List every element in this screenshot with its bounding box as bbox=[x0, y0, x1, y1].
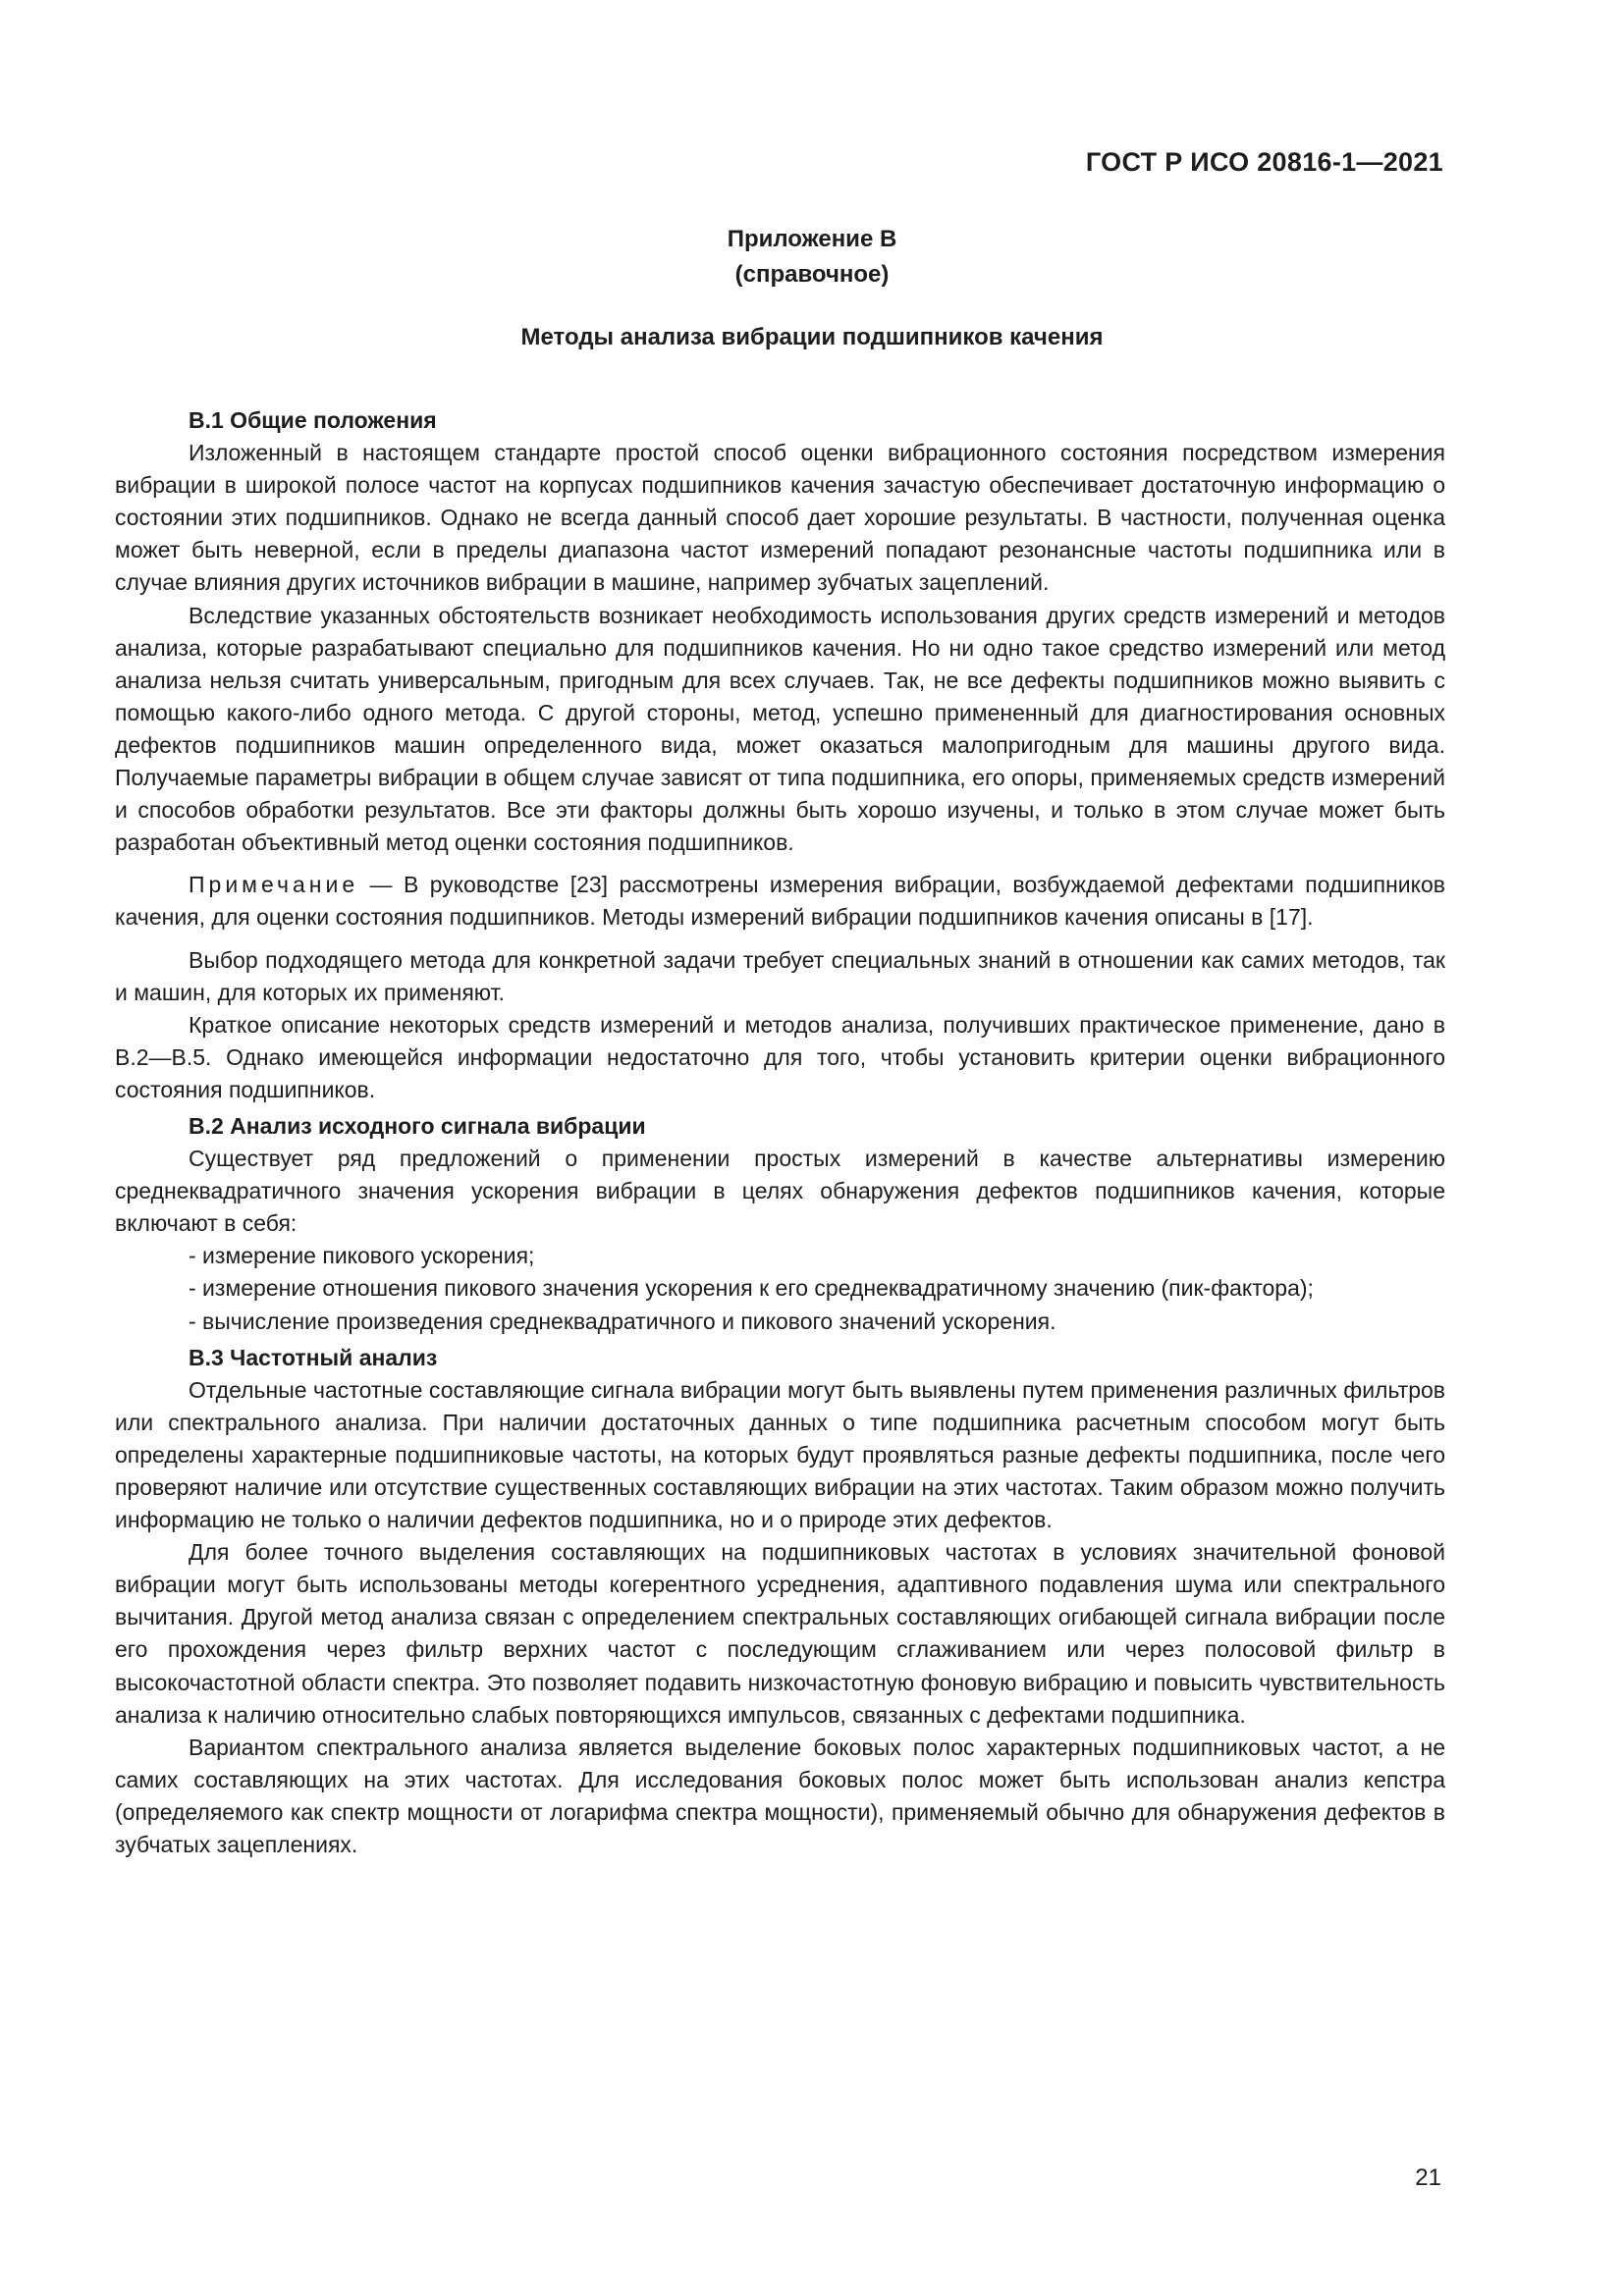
paragraph: Отдельные частотные составляющие сигнала вибрации могут быть выявлены путем применения различных фильтров или спектрального анализа. При наличии достаточных данных о типе подшипника расчетным способом могут быть определены характерные подшипниковые частоты, на которых будут проявляться разные дефекты подшипника, после чего проверяют наличие или отсутствие существенных составляющих вибрации на этих частотах. Таким образом можно получить информацию не только о наличии дефектов подшипника, но и о природе этих дефектов. bbox=[115, 1376, 1445, 1533]
annex-title: Методы анализа вибрации подшипников качения bbox=[520, 324, 1104, 350]
section-heading-b2: В.2 Анализ исходного сигнала вибрации bbox=[189, 1112, 646, 1139]
annex-label: Приложение В bbox=[727, 226, 897, 252]
paragraph: Вследствие указанных обстоятельств возникает необходимость использования других средств измерений и методов анализа, которые разрабатывают специально для подшипников качения. Но ни одно такое средство измерений или метод анализа нельзя считать универсальным, пригодным для всех случаев. Так, не все дефекты подшипников можно выявить с помощью какого-либо одного метода. С другой стороны, метод, успешно примененный для диагностирования основных дефектов подшипников машин определенного вида, может оказаться малопригодным для машины другого вида. Получаемые параметры вибрации в общем случае зависят от типа подшипника, его опоры, применяемых средств измерений и способов обработки результатов. Все эти факторы должны быть хорошо изучены, и только в этом случае может быть разработан объективный метод оценки состояния подшипников. bbox=[115, 602, 1445, 856]
section-heading-b1: В.1 Общие положения bbox=[189, 407, 437, 433]
list-item: - вычисление произведения среднеквадратичного и пикового значений ускорения. bbox=[189, 1308, 1056, 1334]
paragraph: Вариантом спектрального анализа является выделение боковых полос характерных подшипниковых частот, а не самих составляющих на этих частотах. Для исследования боковых полос может быть использован анализ кепстра (определяемого как спектр мощности от логарифма спектра мощности), применяемый обычно для обнаружения дефектов в зубчатых зацеплениях. bbox=[115, 1734, 1445, 1858]
note-paragraph bbox=[115, 869, 1445, 934]
paragraph: Выбор подходящего метода для конкретной задачи требует специальных знаний в отношении как самих методов, так и машин, для которых их применяют. bbox=[115, 946, 1445, 1005]
list-item: - измерение отношения пикового значения ускорения к его среднеквадратичному значению (пик-фактора); bbox=[189, 1275, 1314, 1302]
paragraph: Краткое описание некоторых средств измерений и методов анализа, получивших практическое применение, дано в В.2—В.5. Однако имеющейся информации недостаточно для того, чтобы установить критерии оценки вибрационного состояния подшипников. bbox=[115, 1011, 1445, 1102]
annex-type: (справочное) bbox=[734, 261, 890, 288]
note-label: Примечание bbox=[189, 872, 359, 898]
page-number: 21 bbox=[1415, 2164, 1441, 2191]
document-body bbox=[115, 404, 1445, 1861]
document-code: ГОСТ Р ИСО 20816-1—2021 bbox=[1085, 147, 1443, 177]
list-item: - измерение пикового ускорения; bbox=[189, 1243, 535, 1269]
paragraph: Изложенный в настоящем стандарте простой способ оценки вибрационного состояния посредством измерения вибрации в широкой полосе частот на корпусах подшипников качения зачастую обеспечивает достаточную информацию о состоянии этих подшипников. Однако не всегда данный способ дает хорошие результаты. В частности, полученная оценка может быть неверной, если в пределы диапазона частот измерений попадают резонансные частоты подшипника или в случае влияния других источников вибрации в машине, например зубчатых зацеплений. bbox=[115, 440, 1445, 596]
paragraph: Для более точного выделения составляющих на подшипниковых частотах в условиях значительной фоновой вибрации могут быть использованы методы когерентного усреднения, адаптивного подавления шума или спектрального вычитания. Другой метод анализа связан с определением спектральных составляющих огибающей сигнала вибрации после его прохождения через фильтр верхних частот с последующим сглаживанием или через полосовой фильтр в высокочастотной области спектра. Это позволяет подавить низкочастотную фоновую вибрацию и повысить чувствительность анализа к наличию относительно слабых повторяющихся импульсов, связанных с дефектами подшипника. bbox=[115, 1539, 1445, 1728]
annex-heading bbox=[0, 222, 1624, 293]
note-text: — В руководстве [23] рассмотрены измерения вибрации, возбуждаемой дефектами подшипников качения, для оценки состояния подшипников. Методы измерений вибрации подшипников качения описаны в [17]. bbox=[115, 872, 1445, 931]
section-heading-b3: В.3 Частотный анализ bbox=[189, 1344, 438, 1370]
paragraph: Существует ряд предложений о применении простых измерений в качестве альтернативы измерению среднеквадратичного значения ускорения вибрации в целях обнаружения дефектов подшипников качения, которые включают в себя: bbox=[115, 1146, 1445, 1237]
